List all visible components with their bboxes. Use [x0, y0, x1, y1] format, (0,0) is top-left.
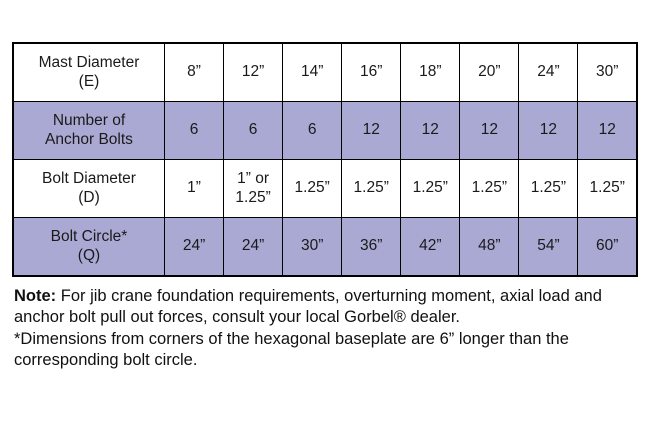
table-row [13, 43, 637, 102]
cell-value: 1” or 1.25” [224, 160, 283, 218]
cell-value: 8” [165, 43, 224, 102]
cell-value: 16” [342, 43, 401, 102]
cell-value: 54” [519, 218, 578, 277]
cell-value: 18” [401, 43, 460, 102]
notes-block [12, 286, 638, 371]
cell-value: 1.25” [283, 160, 342, 218]
row-label-line2: (Q) [77, 246, 101, 264]
table-row [13, 160, 637, 218]
cell-value: 12” [224, 43, 283, 102]
cell-value: 60” [578, 218, 637, 277]
cell-value: 20” [460, 43, 519, 102]
cell-value: 30” [283, 218, 342, 277]
row-label-mast-diameter [13, 43, 165, 102]
row-label-line1: Number of [52, 112, 126, 130]
cell-value: 1.25” [460, 160, 519, 218]
cell-value: 24” [224, 218, 283, 277]
table-row [13, 102, 637, 160]
cell-value: 14” [283, 43, 342, 102]
note-paragraph [14, 286, 636, 328]
cell-value: 1.25” [578, 160, 637, 218]
row-label-bolt-circle [13, 218, 165, 277]
cell-value: 48” [460, 218, 519, 277]
row-label-line1: Mast Diameter [38, 54, 140, 72]
row-label-line1: Bolt Circle* [50, 228, 128, 246]
cell-value: 30” [578, 43, 637, 102]
table-row [13, 218, 637, 277]
cell-value: 24” [519, 43, 578, 102]
anchor-bolt-spec-table [12, 42, 638, 277]
row-label-line2: (E) [78, 72, 100, 90]
cell-value: 6 [224, 102, 283, 160]
cell-value: 12 [519, 102, 578, 160]
note-text: For jib crane foundation requirements, overturning moment, axial load and anchor bolt pull out forces, consult your local Gorbel® dealer. [14, 287, 602, 327]
cell-value: 6 [283, 102, 342, 160]
cell-value: 6 [165, 102, 224, 160]
cell-value: 42” [401, 218, 460, 277]
row-label-line1: Bolt Diameter [42, 170, 136, 188]
cell-value: 36” [342, 218, 401, 277]
cell-value: 12 [460, 102, 519, 160]
cell-value: 1.25” [342, 160, 401, 218]
cell-value: 1.25” [519, 160, 578, 218]
row-label-line2: Anchor Bolts [45, 130, 133, 148]
cell-value: 24” [165, 218, 224, 277]
cell-value: 1.25” [401, 160, 460, 218]
row-label-line2: (D) [78, 188, 100, 206]
cell-value: 12 [401, 102, 460, 160]
note-label: Note: [14, 287, 57, 305]
cell-value: 1” [165, 160, 224, 218]
row-label-number-of-anchor-bolts [13, 102, 165, 160]
cell-value: 12 [578, 102, 637, 160]
row-label-bolt-diameter [13, 160, 165, 218]
footnote-paragraph: *Dimensions from corners of the hexagonal baseplate are 6” longer than the corresponding bolt circle. [14, 330, 569, 370]
cell-value: 12 [342, 102, 401, 160]
